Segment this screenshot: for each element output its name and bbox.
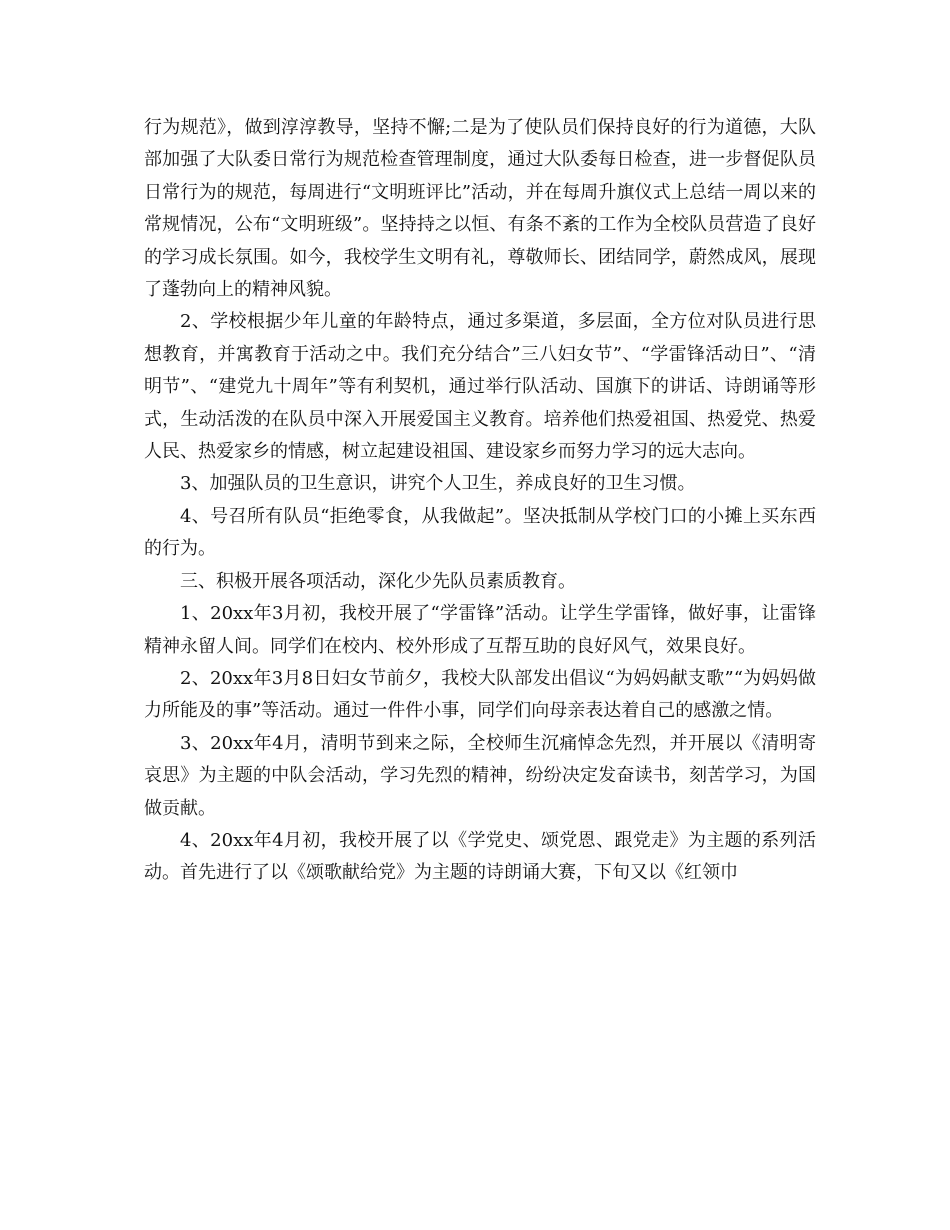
paragraph-qingming: 3、20xx年4月，清明节到来之际，全校师生沉痛悼念先烈，并开展以《清明寄哀思》为主题的中队会活动，学习先烈的精神，纷纷决定发奋读书，刻苦学习，为国做贡献。 [144,732,816,819]
paragraph-hygiene-awareness: 3、加强队员的卫生意识，讲究个人卫生，养成良好的卫生习惯。 [180,473,696,495]
paragraph-womens-day: 2、20xx年3月8日妇女节前夕，我校大队部发出倡议“为妈妈献支歌”“为妈妈做力所能及的事”等活动。通过一件件小事，同学们向母亲表达着自己的感激之情。 [144,667,816,722]
document-body [144,112,816,890]
paragraph-party-history: 4、20xx年4月初，我校开展了以《学党史、颂党恩、跟党走》为主题的系列活动。首先进行了以《颂歌献给党》为主题的诗朗诵大赛，下旬又以《红领巾 [144,829,816,884]
paragraph-refuse-snacks: 4、号召所有队员“拒绝零食，从我做起”。坚决抵制从学校门口的小摊上买东西的行为。 [144,505,816,560]
paragraph-behavior-norms: 行为规范》，做到淳淳教导，坚持不懈;二是为了使队员们保持良好的行为道德，大队部加强了大队委日常行为规范检查管理制度，通过大队委每日检查，进一步督促队员日常行为的规范，每周进行“文明班评比”活动，并在每周升旗仪式上总结一周以来的常规情况，公布“文明班级”。坚持持之以恒、有条不紊的工作为全校队员营造了良好的学习成长氛围。如今，我校学生文明有礼，尊敬师长、团结同学，蔚然成风，展现了蓬勃向上的精神风貌。 [144,117,816,301]
paragraph-learn-leifeng: 1、20xx年3月初，我校开展了“学雷锋”活动。让学生学雷锋，做好事，让雷锋精神永留人间。同学们在校内、校外形成了互帮互助的良好风气，效果良好。 [144,603,816,657]
section-heading-activities: 三、积极开展各项活动，深化少先队员素质教育。 [180,570,576,592]
paragraph-ideological-education: 2、学校根据少年儿童的年龄特点，通过多渠道，多层面，全方位对队员进行思想教育，并寓教育于活动之中。我们充分结合”三八妇女节”、“学雷锋活动日”、“清明节”、“建党九十周年”等有利契机，通过举行队活动、国旗下的讲话、诗朗诵等形式，生动活泼的在队员中深入开展爱国主义教育。培养他们热爱祖国、热爱党、热爱人民、热爱家乡的情感，树立起建设祖国、建设家乡而努力学习的远大志向。 [144,311,816,463]
